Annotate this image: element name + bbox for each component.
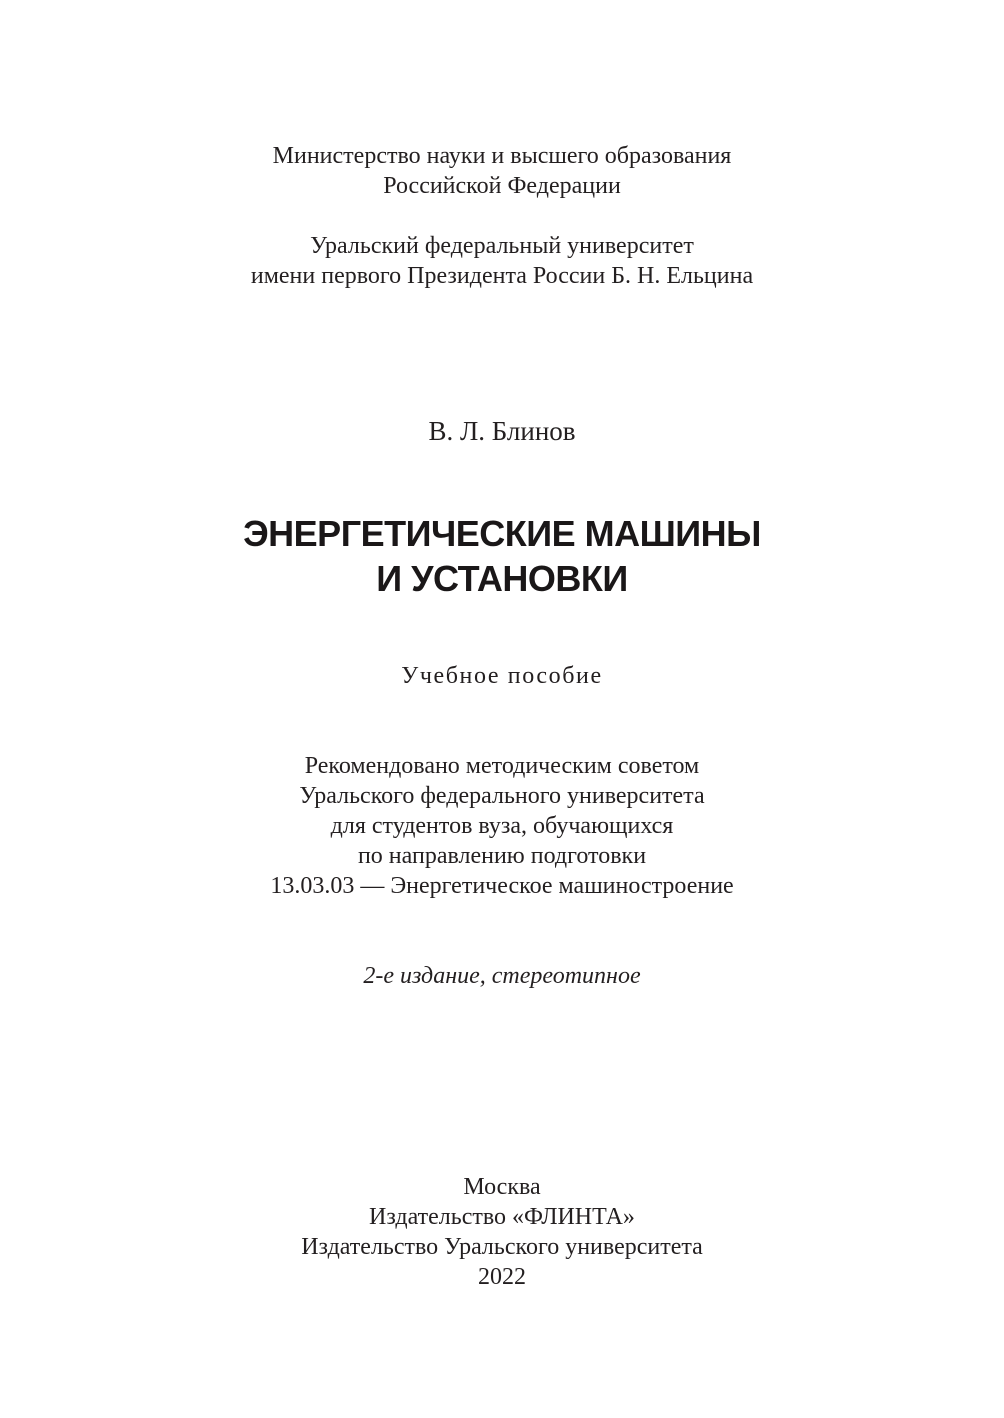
- book-title-line: И УСТАНОВКИ: [376, 558, 628, 599]
- book-subtitle: Учебное пособие: [401, 663, 603, 689]
- author-name: В. Л. Блинов: [428, 416, 576, 446]
- ministry-heading: [0, 141, 1004, 201]
- imprint-city: Москва: [463, 1174, 541, 1200]
- book-title: [0, 511, 1004, 601]
- imprint-publisher: Издательство Уральского университета: [301, 1234, 703, 1260]
- book-title-line: ЭНЕРГЕТИЧЕСКИЕ МАШИНЫ: [243, 513, 761, 554]
- recommendation-line: Рекомендовано методическим советом: [304, 753, 700, 779]
- ministry-line: Российской Федерации: [383, 173, 621, 199]
- imprint-publisher: Издательство «ФЛИНТА»: [369, 1204, 635, 1230]
- ministry-line: Министерство науки и высшего образования: [272, 143, 732, 169]
- university-line: имени первого Президента России Б. Н. Ельцина: [250, 263, 754, 289]
- recommendation-line: по направлению подготовки: [357, 843, 647, 869]
- recommendation-line: 13.03.03 — Энергетическое машиностроение: [270, 873, 734, 899]
- recommendation-note: [0, 751, 1004, 901]
- publisher-imprint: [0, 1172, 1004, 1292]
- edition-note: 2-е издание, стереотипное: [363, 963, 641, 989]
- university-line: Уральский федеральный университет: [310, 233, 694, 259]
- imprint-year: 2022: [478, 1264, 526, 1290]
- recommendation-line: Уральского федерального университета: [299, 783, 705, 809]
- recommendation-line: для студентов вуза, обучающихся: [330, 813, 674, 839]
- university-heading: [0, 231, 1004, 291]
